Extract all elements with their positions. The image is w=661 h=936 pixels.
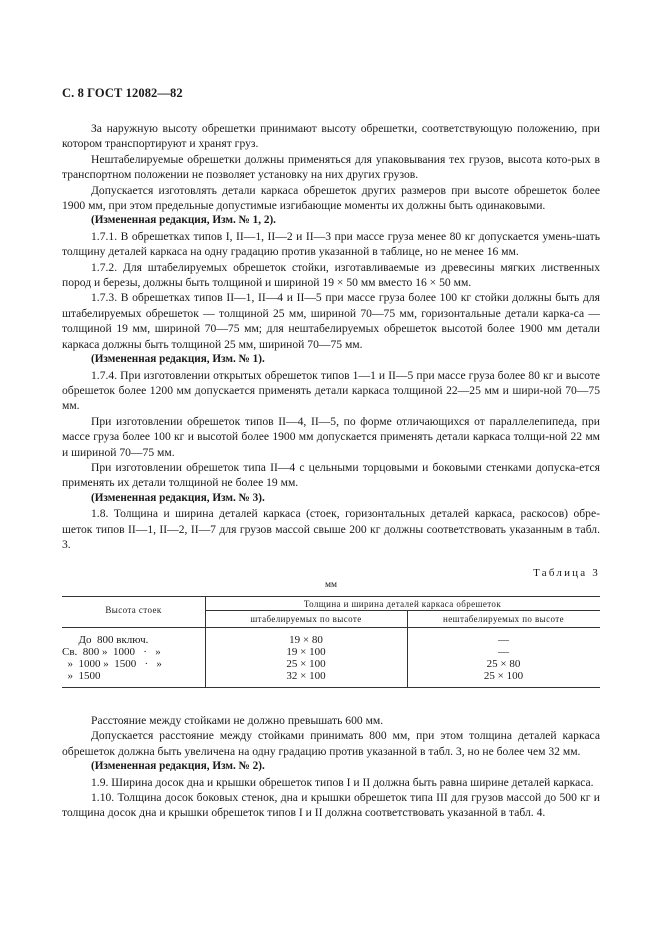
table-caption: Таблица 3 — [533, 567, 600, 579]
paragraph: Допускается изготовлять детали каркаса обрешеток других размеров при высоте обрешеток более 1900 мм, при этом предельные допустимые изгибающие моменты их должны быть одинаковыми. — [62, 183, 600, 213]
paragraph: Расстояние между стойками не должно превышать 600 мм. — [91, 714, 384, 727]
paragraph: Допускается расстояние между стойками принимать 800 мм, при этом толщина деталей каркаса обрешеток должна быть увеличена на одну градацию против указанной в табл. 3, но не более чем 32 мм. — [62, 729, 600, 758]
table-cell-stackable: 19 × 100 — [286, 646, 326, 658]
amendment-note: (Измененная редакция, Изм. № 2). — [91, 760, 265, 773]
amendment-note: (Измененная редакция, Изм. № 1, 2). — [91, 214, 276, 227]
paragraph: 1.7.3. В обрешетках типов II—1, II—4 и II—5 при массе груза более 100 кг стойки должны быть для штабелируемых обрешеток — толщиной 25 мм, шириной 70—75 мм, горизонтальные детали карка-са — толщиной 19 мм, шириной 70—75 мм; для нештабелируемых обрешеток высотой более 1900 мм детали каркаса должны быть толщиной 25 мм, шириной 70—75 мм. — [62, 291, 600, 351]
paragraph: 1.7.2. Для штабелируемых обрешеток стойки, изготавливаемые из древесины мягких лиственных пород и березы, должны быть толщиной и шириной 19 × 50 мм вместо 16 × 50 мм. — [62, 260, 600, 290]
paragraph: При изготовлении обрешеток типа II—4 с цельными торцовыми и боковыми стенками допуска-ется применять их детали толщиной не более 19 мм. — [62, 460, 600, 490]
table-cell-height: » 1500 — [62, 670, 101, 682]
table-cell-height: » 1000 » 1500 · » — [62, 658, 162, 670]
table-cell-height: Св. 800 » 1000 · » — [62, 646, 161, 658]
table-cell-nonstackable: 25 × 100 — [483, 670, 524, 682]
table-cell-nonstackable: — — [498, 634, 509, 646]
page-header: С. 8 ГОСТ 12082—82 — [62, 86, 183, 100]
table-cell-stackable: 19 × 80 — [289, 634, 323, 646]
col-header-nonstackable: нештабелируемых по высоте — [443, 614, 564, 624]
col-header-height: Высота стоек — [105, 605, 162, 615]
body-text-top — [62, 121, 600, 552]
table-cell-nonstackable: — — [498, 646, 509, 658]
paragraph: 1.9. Ширина досок дна и крышки обрешеток типов I и II должна быть равна ширине деталей каркаса. — [91, 775, 594, 789]
paragraph: Нештабелируемые обрешетки должны применяться для упаковывания тех грузов, высота кото-рых в транспортном положении не позволяет установку на них других грузов. — [62, 152, 600, 182]
paragraph: 1.7.1. В обрешетках типов I, II—1, II—2 и II—3 при массе груза менее 80 кг допускается умень-шать толщину деталей каркаса на одну градацию против указанной в таблице, но не менее 16 мм. — [62, 229, 600, 259]
paragraph: 1.8. Толщина и ширина деталей каркаса (стоек, горизонтальных деталей каркаса, раскосов) обре-шеток типов II—1, II—2, II—7 для грузов массой свыше 200 кг должны соответствовать указанным в табл. 3. — [62, 507, 600, 551]
paragraph: 1.7.4. При изготовлении открытых обрешеток типов 1—1 и II—5 при массе груза более 80 кг и высоте обрешеток более 1200 мм допускается применять детали каркаса толщиной 22—25 мм и шири-ной 70—75 мм. — [62, 368, 600, 413]
table-rule-bottom — [62, 687, 600, 688]
table-cell-nonstackable: 25 × 80 — [486, 658, 521, 670]
body-text-bottom — [62, 713, 600, 821]
table-rule-top — [62, 596, 600, 597]
paragraph: При изготовлении обрешеток типов II—4, II—5, по форме отличающихся от параллелепипеда, при массе груза более 100 кг и высотой более 1900 мм допускается применять детали каркаса толщи-ной 22 мм и шириной 70—75 мм. — [62, 414, 600, 459]
paragraph: За наружную высоту обрешетки принимают высоту обрешетки, соответствующую положению, при котором транспортируют и хранят груз. — [62, 122, 600, 151]
table-cell-stackable: 25 × 100 — [286, 658, 326, 670]
table-cell-stackable: 32 × 100 — [286, 670, 326, 682]
paragraph: 1.10. Толщина досок боковых стенок, дна и крышки обрешеток типа III для грузов массой до 500 кг и толщина досок дна и крышки обрешеток типов I и II должна соответствовать указанной в табл. 4. — [62, 791, 600, 820]
col-header-stackable: штабелируемых по высоте — [250, 614, 362, 624]
table-cell-height: До 800 включ. — [62, 634, 149, 646]
amendment-note: (Измененная редакция, Изм. № 3). — [91, 491, 265, 504]
col-group-header: Толщина и ширина деталей каркаса обрешеток — [303, 599, 502, 609]
table-unit: мм — [324, 580, 338, 590]
table-rule-header — [62, 627, 600, 628]
amendment-note: (Измененная редакция, Изм. № 1). — [91, 353, 265, 366]
